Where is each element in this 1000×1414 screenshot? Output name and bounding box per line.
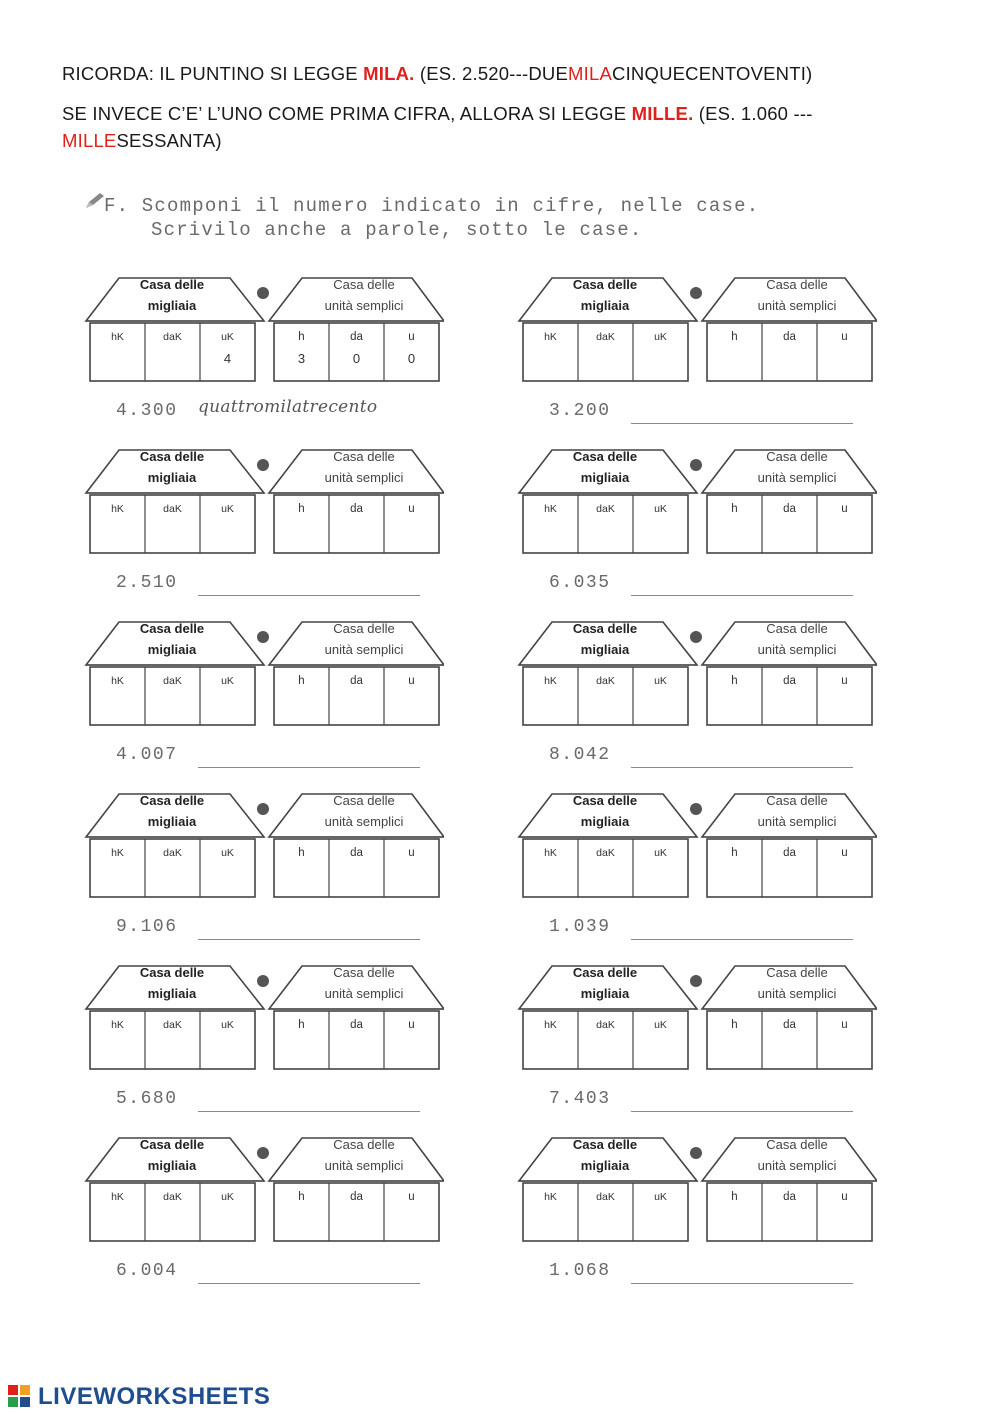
digit-cell-uK[interactable]	[200, 839, 255, 897]
place-value-house	[517, 963, 877, 1073]
column-label-hK: hK	[111, 847, 124, 859]
column-label-hK: hK	[111, 675, 124, 687]
digit-cell-daK[interactable]	[578, 323, 633, 381]
column-label-da: da	[783, 675, 796, 687]
column-label-h: h	[298, 503, 305, 515]
column-label-hK: hK	[544, 847, 557, 859]
digit-cell-u[interactable]	[817, 495, 872, 553]
digit-cell-daK[interactable]	[578, 839, 633, 897]
column-label-h: h	[731, 1019, 738, 1031]
column-label-u: u	[408, 331, 415, 343]
thousands-dot	[690, 803, 702, 815]
units-house-title: Casa delle unità semplici	[757, 793, 837, 829]
digit-cell-u[interactable]	[384, 839, 439, 897]
digit-cell-uK[interactable]	[633, 1183, 688, 1241]
thousands-dot	[690, 1147, 702, 1159]
digit-value: 0	[407, 351, 416, 366]
column-label-u: u	[841, 1191, 848, 1203]
thousands-dot	[690, 287, 702, 299]
column-label-daK: daK	[163, 1019, 182, 1031]
digit-cell-h[interactable]	[707, 839, 762, 897]
units-house-title: Casa delle unità semplici	[324, 449, 404, 485]
column-label-daK: daK	[163, 1191, 182, 1203]
place-value-house	[517, 1135, 877, 1245]
rule-mila-example-highlight: MILA	[568, 63, 613, 84]
target-number: 1.039	[549, 917, 611, 937]
thousands-dot	[257, 631, 269, 643]
number-answer-row	[116, 745, 436, 775]
column-label-hK: hK	[544, 331, 557, 343]
words-answer-line[interactable]	[198, 1111, 420, 1112]
digit-cell-uK[interactable]	[633, 667, 688, 725]
column-label-daK: daK	[596, 503, 615, 515]
column-label-h: h	[731, 847, 738, 859]
digit-cell-daK[interactable]	[145, 839, 200, 897]
digit-cell-da[interactable]	[762, 495, 817, 553]
digit-cell-uK[interactable]	[200, 495, 255, 553]
digit-cell-u[interactable]	[384, 323, 439, 381]
thousands-dot	[257, 459, 269, 471]
target-number: 9.106	[116, 917, 178, 937]
digit-cell-uK[interactable]	[200, 323, 255, 381]
thousands-dot	[690, 975, 702, 987]
digit-cell-hK[interactable]	[523, 667, 578, 725]
digit-cell-hK[interactable]	[90, 495, 145, 553]
words-answer-line[interactable]	[631, 1111, 853, 1112]
target-number: 6.004	[116, 1261, 178, 1281]
number-answer-row	[549, 1261, 869, 1291]
digit-cell-hK[interactable]	[90, 839, 145, 897]
place-value-house	[517, 619, 877, 729]
number-answer-row	[116, 1261, 436, 1291]
digit-cell-da[interactable]	[762, 1183, 817, 1241]
digit-cell-da[interactable]	[329, 1011, 384, 1069]
digit-cell-hK[interactable]	[523, 495, 578, 553]
digit-cell-u[interactable]	[817, 667, 872, 725]
digit-cell-h[interactable]	[274, 1011, 329, 1069]
column-label-hK: hK	[544, 503, 557, 515]
thousands-house-title: Casa delle migliaia	[572, 449, 638, 485]
column-label-u: u	[841, 331, 848, 343]
units-house-title: Casa delle unità semplici	[324, 1137, 404, 1173]
digit-cell-u[interactable]	[817, 839, 872, 897]
column-label-u: u	[408, 1019, 415, 1031]
digit-cell-daK[interactable]	[145, 1183, 200, 1241]
number-in-words: quattromilatrecento	[198, 397, 378, 417]
number-answer-row	[549, 745, 869, 775]
column-label-uK: uK	[221, 675, 234, 687]
liveworksheets-logo	[8, 1383, 271, 1410]
target-number: 5.680	[116, 1089, 178, 1109]
column-label-uK: uK	[221, 331, 234, 343]
words-answer-line[interactable]	[631, 767, 853, 768]
place-value-house	[517, 791, 877, 901]
column-label-hK: hK	[544, 1019, 557, 1031]
column-label-h: h	[298, 1019, 305, 1031]
digit-cell-uK[interactable]	[200, 667, 255, 725]
digit-cell-da[interactable]	[329, 1183, 384, 1241]
digit-cell-da[interactable]	[762, 323, 817, 381]
number-answer-row	[116, 397, 436, 431]
column-label-da: da	[350, 503, 363, 515]
column-label-u: u	[841, 847, 848, 859]
column-label-u: u	[841, 503, 848, 515]
target-number: 8.042	[549, 745, 611, 765]
column-label-uK: uK	[654, 503, 667, 515]
digit-cell-uK[interactable]	[633, 839, 688, 897]
target-number: 6.035	[549, 573, 611, 593]
column-label-uK: uK	[221, 847, 234, 859]
column-label-uK: uK	[654, 675, 667, 687]
digit-cell-h[interactable]	[274, 667, 329, 725]
column-label-h: h	[731, 503, 738, 515]
column-label-h: h	[731, 331, 738, 343]
digit-cell-h[interactable]	[707, 323, 762, 381]
digit-cell-h[interactable]	[707, 1183, 762, 1241]
digit-cell-h[interactable]	[707, 667, 762, 725]
place-value-house	[84, 275, 444, 385]
digit-cell-daK[interactable]	[578, 1183, 633, 1241]
column-label-da: da	[350, 1191, 363, 1203]
units-house-title: Casa delle unità semplici	[757, 1137, 837, 1173]
column-label-da: da	[350, 331, 363, 343]
digit-cell-hK[interactable]	[523, 1011, 578, 1069]
digit-cell-daK[interactable]	[145, 1011, 200, 1069]
column-label-uK: uK	[654, 331, 667, 343]
units-house-title: Casa delle unità semplici	[757, 621, 837, 657]
place-value-house	[84, 447, 444, 557]
digit-cell-u[interactable]	[817, 1183, 872, 1241]
column-label-u: u	[841, 675, 848, 687]
column-label-uK: uK	[221, 1019, 234, 1031]
digit-cell-daK[interactable]	[578, 495, 633, 553]
column-label-h: h	[731, 675, 738, 687]
digit-cell-da[interactable]	[762, 1011, 817, 1069]
digit-cell-uK[interactable]	[633, 1011, 688, 1069]
digit-cell-daK[interactable]	[145, 495, 200, 553]
target-number: 7.403	[549, 1089, 611, 1109]
rule-mille-example-start: (ES. 1.060 ---	[693, 103, 813, 124]
column-label-hK: hK	[111, 503, 124, 515]
digit-cell-da[interactable]	[329, 839, 384, 897]
digit-cell-hK[interactable]	[90, 323, 145, 381]
digit-cell-hK[interactable]	[90, 1183, 145, 1241]
target-number: 2.510	[116, 573, 178, 593]
place-value-house	[84, 1135, 444, 1245]
number-answer-row	[549, 917, 869, 947]
thousands-dot	[257, 1147, 269, 1159]
thousands-house-title: Casa delle migliaia	[139, 1137, 205, 1173]
digit-cell-h[interactable]	[274, 839, 329, 897]
digit-cell-u[interactable]	[817, 323, 872, 381]
rule-mille-text: SE INVECE C’E’ L’UNO COME PRIMA CIFRA, ALLORA SI LEGGE	[62, 103, 632, 124]
rule-mila-keyword: MILA.	[363, 63, 415, 84]
column-label-uK: uK	[654, 847, 667, 859]
digit-cell-h[interactable]	[274, 1183, 329, 1241]
thousands-dot	[690, 631, 702, 643]
rule-mila-example-end: CINQUECENTOVENTI)	[612, 63, 813, 84]
number-answer-row	[549, 1089, 869, 1119]
words-answer-line[interactable]	[198, 939, 420, 940]
units-house-title: Casa delle unità semplici	[757, 449, 837, 485]
column-label-hK: hK	[111, 1191, 124, 1203]
digit-cell-da[interactable]	[762, 839, 817, 897]
thousands-house-title: Casa delle migliaia	[139, 621, 205, 657]
digit-cell-da[interactable]	[329, 495, 384, 553]
thousands-house-title: Casa delle migliaia	[139, 965, 205, 1001]
number-answer-row	[116, 1089, 436, 1119]
thousands-dot	[257, 287, 269, 299]
target-number: 3.200	[549, 401, 611, 421]
column-label-da: da	[350, 847, 363, 859]
column-label-h: h	[731, 1191, 738, 1203]
digit-cell-uK[interactable]	[200, 1183, 255, 1241]
column-label-hK: hK	[544, 1191, 557, 1203]
digit-cell-hK[interactable]	[523, 323, 578, 381]
column-label-daK: daK	[596, 1191, 615, 1203]
rule-mille-example-highlight: MILLE	[62, 130, 117, 151]
words-answer-line[interactable]	[631, 1283, 853, 1284]
column-label-da: da	[783, 503, 796, 515]
digit-value: 4	[223, 351, 232, 366]
digit-cell-u[interactable]	[817, 1011, 872, 1069]
column-label-u: u	[408, 1191, 415, 1203]
rule-mila-example-start: (ES. 2.520---DUE	[414, 63, 569, 84]
column-label-daK: daK	[163, 847, 182, 859]
column-label-hK: hK	[544, 675, 557, 687]
column-label-uK: uK	[654, 1191, 667, 1203]
digit-cell-hK[interactable]	[523, 1183, 578, 1241]
column-label-daK: daK	[596, 847, 615, 859]
digit-cell-hK[interactable]	[90, 667, 145, 725]
digit-cell-u[interactable]	[384, 495, 439, 553]
column-label-daK: daK	[596, 675, 615, 687]
digit-cell-daK[interactable]	[145, 667, 200, 725]
column-label-da: da	[783, 1191, 796, 1203]
words-answer-line[interactable]	[631, 939, 853, 940]
place-value-house	[517, 447, 877, 557]
thousands-house-title: Casa delle migliaia	[139, 793, 205, 829]
digit-cell-h[interactable]	[274, 323, 329, 381]
target-number: 4.007	[116, 745, 178, 765]
target-number: 1.068	[549, 1261, 611, 1281]
number-answer-row	[549, 401, 869, 431]
rule-mila-text: RICORDA: IL PUNTINO SI LEGGE	[62, 63, 364, 84]
column-label-da: da	[350, 1019, 363, 1031]
digit-value: 3	[297, 351, 306, 366]
words-answer-line[interactable]	[198, 595, 420, 596]
thousands-house-title: Casa delle migliaia	[572, 277, 638, 313]
thousands-dot	[257, 803, 269, 815]
column-label-u: u	[408, 503, 415, 515]
digit-cell-da[interactable]	[762, 667, 817, 725]
column-label-da: da	[783, 331, 796, 343]
units-house-title: Casa delle unità semplici	[757, 277, 837, 313]
units-house-title: Casa delle unità semplici	[324, 965, 404, 1001]
column-label-hK: hK	[111, 1019, 124, 1031]
thousands-house-title: Casa delle migliaia	[572, 1137, 638, 1173]
digit-cell-uK[interactable]	[633, 323, 688, 381]
digit-cell-h[interactable]	[707, 1011, 762, 1069]
column-label-u: u	[408, 847, 415, 859]
column-label-h: h	[298, 1191, 305, 1203]
thousands-house-title: Casa delle migliaia	[572, 965, 638, 1001]
number-answer-row	[116, 917, 436, 947]
column-label-da: da	[783, 847, 796, 859]
thousands-house-title: Casa delle migliaia	[572, 621, 638, 657]
column-label-daK: daK	[163, 675, 182, 687]
thousands-dot	[257, 975, 269, 987]
digit-cell-u[interactable]	[384, 667, 439, 725]
place-value-house	[84, 963, 444, 1073]
column-label-h: h	[298, 675, 305, 687]
place-value-house	[517, 275, 877, 385]
thousands-house-title: Casa delle migliaia	[139, 449, 205, 485]
digit-cell-daK[interactable]	[578, 1011, 633, 1069]
instruction-line-2: Scrivilo anche a parole, sotto le case.	[151, 219, 643, 241]
logo-brand: LIVEWORKSHEETS	[38, 1383, 271, 1410]
digit-cell-hK[interactable]	[523, 839, 578, 897]
column-label-daK: daK	[596, 1019, 615, 1031]
column-label-h: h	[298, 331, 305, 343]
rule-mila	[62, 60, 942, 87]
column-label-uK: uK	[654, 1019, 667, 1031]
words-answer-line[interactable]	[198, 1283, 420, 1284]
digit-cell-uK[interactable]	[633, 495, 688, 553]
column-label-h: h	[298, 847, 305, 859]
units-house-title: Casa delle unità semplici	[757, 965, 837, 1001]
column-label-hK: hK	[111, 331, 124, 343]
column-label-da: da	[350, 675, 363, 687]
column-label-uK: uK	[221, 1191, 234, 1203]
place-value-house	[84, 791, 444, 901]
digit-cell-u[interactable]	[384, 1011, 439, 1069]
digit-cell-h[interactable]	[274, 495, 329, 553]
logo-mark-icon	[8, 1383, 34, 1409]
rule-mille-keyword: MILLE.	[631, 103, 694, 124]
digit-cell-da[interactable]	[329, 323, 384, 381]
digit-cell-da[interactable]	[329, 667, 384, 725]
column-label-daK: daK	[163, 503, 182, 515]
digit-cell-u[interactable]	[384, 1183, 439, 1241]
thousands-house-title: Casa delle migliaia	[572, 793, 638, 829]
units-house-title: Casa delle unità semplici	[324, 621, 404, 657]
digit-cell-hK[interactable]	[90, 1011, 145, 1069]
column-label-daK: daK	[596, 331, 615, 343]
instruction-line-1: F. Scomponi il numero indicato in cifre, nelle case.	[104, 195, 760, 217]
words-answer-line[interactable]	[198, 767, 420, 768]
units-house-title: Casa delle unità semplici	[324, 793, 404, 829]
target-number: 4.300	[116, 401, 178, 421]
column-label-uK: uK	[221, 503, 234, 515]
digit-cell-h[interactable]	[707, 495, 762, 553]
units-house-title: Casa delle unità semplici	[324, 277, 404, 313]
column-label-daK: daK	[163, 331, 182, 343]
column-label-da: da	[783, 1019, 796, 1031]
thousands-dot	[690, 459, 702, 471]
digit-value: 0	[352, 351, 361, 366]
number-answer-row	[549, 573, 869, 603]
words-answer-line[interactable]	[631, 423, 853, 424]
column-label-u: u	[841, 1019, 848, 1031]
number-answer-row	[116, 573, 436, 603]
digit-cell-daK[interactable]	[578, 667, 633, 725]
rule-mille	[62, 100, 942, 154]
digit-cell-daK[interactable]	[145, 323, 200, 381]
rule-mille-example-end: SESSANTA)	[116, 130, 222, 151]
thousands-house-title: Casa delle migliaia	[139, 277, 205, 313]
pencil-icon	[84, 191, 106, 211]
words-answer-line[interactable]	[631, 595, 853, 596]
place-value-house	[84, 619, 444, 729]
digit-cell-uK[interactable]	[200, 1011, 255, 1069]
column-label-u: u	[408, 675, 415, 687]
